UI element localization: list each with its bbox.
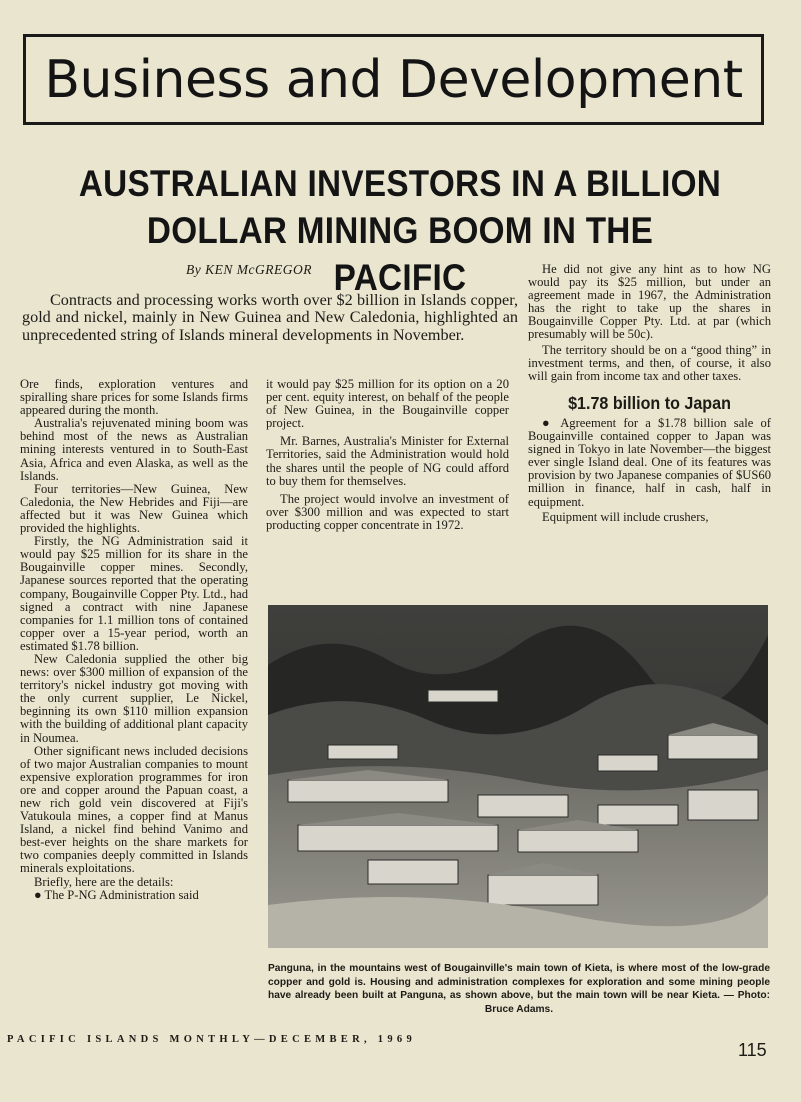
subheading: $1.78 billion to Japan <box>568 392 731 413</box>
bullet-icon: ● <box>542 415 554 430</box>
bullet-icon: ● <box>34 887 42 902</box>
column-1 <box>20 378 248 902</box>
page-footer: PACIFIC ISLANDS MONTHLY—DECEMBER, 1969 <box>7 1034 417 1045</box>
paragraph: Four territories—New Guinea, New Caledonia, the New Hebrides and Fiji—are affected but it was New Guinea which provided the highlights. <box>20 481 248 536</box>
paragraph: He did not give any hint as to how NG would pay its $25 million, but under an agreement made in 1967, the Administration has the right to take up the shares in Bougainville Copper Pty. Ltd. at par (which presumably will be 50c). <box>528 262 771 342</box>
column-2 <box>266 378 509 532</box>
photo-caption: Panguna, in the mountains west of Bougainville's main town of Kieta, is where most of the low-grade copper and gold is. Housing and administration complexes for exploration and some mining people have already been built at Panguna, as shown above, but the main town will be near Kieta. — Photo: Bruce Adams. <box>268 963 770 1015</box>
paragraph: The project would involve an investment of over $300 million and was expected to start producting copper concentrate in 1972. <box>266 491 509 532</box>
panguna-photo <box>268 605 768 948</box>
paragraph: Other significant news included decisions of two major Australian companies to mount expensive exploration programmes for iron ore and copper around the Papuan coast, a new rich gold vein discovered at Fiji's Vatukoula mines, a copper find at Manus Island, a nickel find behind Vanimo and best-ever heights on the share markets for two companies deeply committed in Islands minerals exploitations. <box>20 743 248 876</box>
paragraph: New Caledonia supplied the other big news: over $300 million of expansion of the territory's nickel industry got moving with the only current supplier, Le Nickel, beginning its own $110 million expansion with the building of additional plant capacity in Noumea. <box>20 651 248 745</box>
column-3 <box>528 263 771 524</box>
paragraph-text: The P-NG Administration said <box>44 887 199 902</box>
paragraph: Mr. Barnes, Australia's Minister for External Territories, said the Administration would hold the shares until the people of NG could afford to buy them for themselves. <box>266 434 509 488</box>
paragraph-bulleted <box>528 417 771 509</box>
paragraph-text: Agreement for a $1.78 billion sale of Bougainville contained copper to Japan was signed in Tokyo in late November—the biggest ever single Island deal. One of its features was provision by two Japanese companies of $US60 million in finance, half in cash, half in equipment. <box>528 415 771 509</box>
paragraph: it would pay $25 million for its option on a 20 per cent. equity interest, on behalf of the people of New Guinea, in the Bougainville copper project. <box>266 377 509 431</box>
paragraph: Firstly, the NG Administration said it would pay $25 million for its share in the Bougainville copper mines. Secondly, Japanese sources reported that the operating company, Bougainville Copper Pty. Ltd., had signed a contract with nine Japanese companies for 1.1 million tons of contained copper over a 15-year period, worth an estimated $1.78 billion. <box>20 534 248 653</box>
paragraph: Ore finds, exploration ventures and spiralling share prices for some Islands firms appeared during the month. <box>20 377 248 418</box>
paragraph: Equipment will include crushers, <box>542 509 709 524</box>
section-title: Business and Development <box>44 49 743 110</box>
standfirst: Contracts and processing works worth over $2 billion in Islands copper, gold and nickel, mainly in New Guinea and New Caledonia, highlighted an unprecedented string of Islands mineral developments in November. <box>22 291 518 344</box>
paragraph: Australia's rejuvenated mining boom was behind most of the news as Australian mining interests ventured in to South-East Asia, Africa and even Alaska, as well as the Islands. <box>20 416 248 483</box>
byline: By KEN McGREGOR <box>186 262 312 277</box>
paragraph: The territory should be on a “good thing” in investment terms, and then, of course, it also will gain from income tax and other taxes. <box>528 342 771 383</box>
paragraph-bulleted <box>20 889 248 902</box>
photo-illustration <box>268 605 768 948</box>
page-number: 115 <box>738 1040 767 1060</box>
article-headline: AUSTRALIAN INVESTORS IN A BILLION DOLLAR MINING BOOM IN THE PACIFIC <box>78 163 722 298</box>
paragraph: Briefly, here are the details: <box>34 874 174 889</box>
section-masthead <box>23 34 764 125</box>
